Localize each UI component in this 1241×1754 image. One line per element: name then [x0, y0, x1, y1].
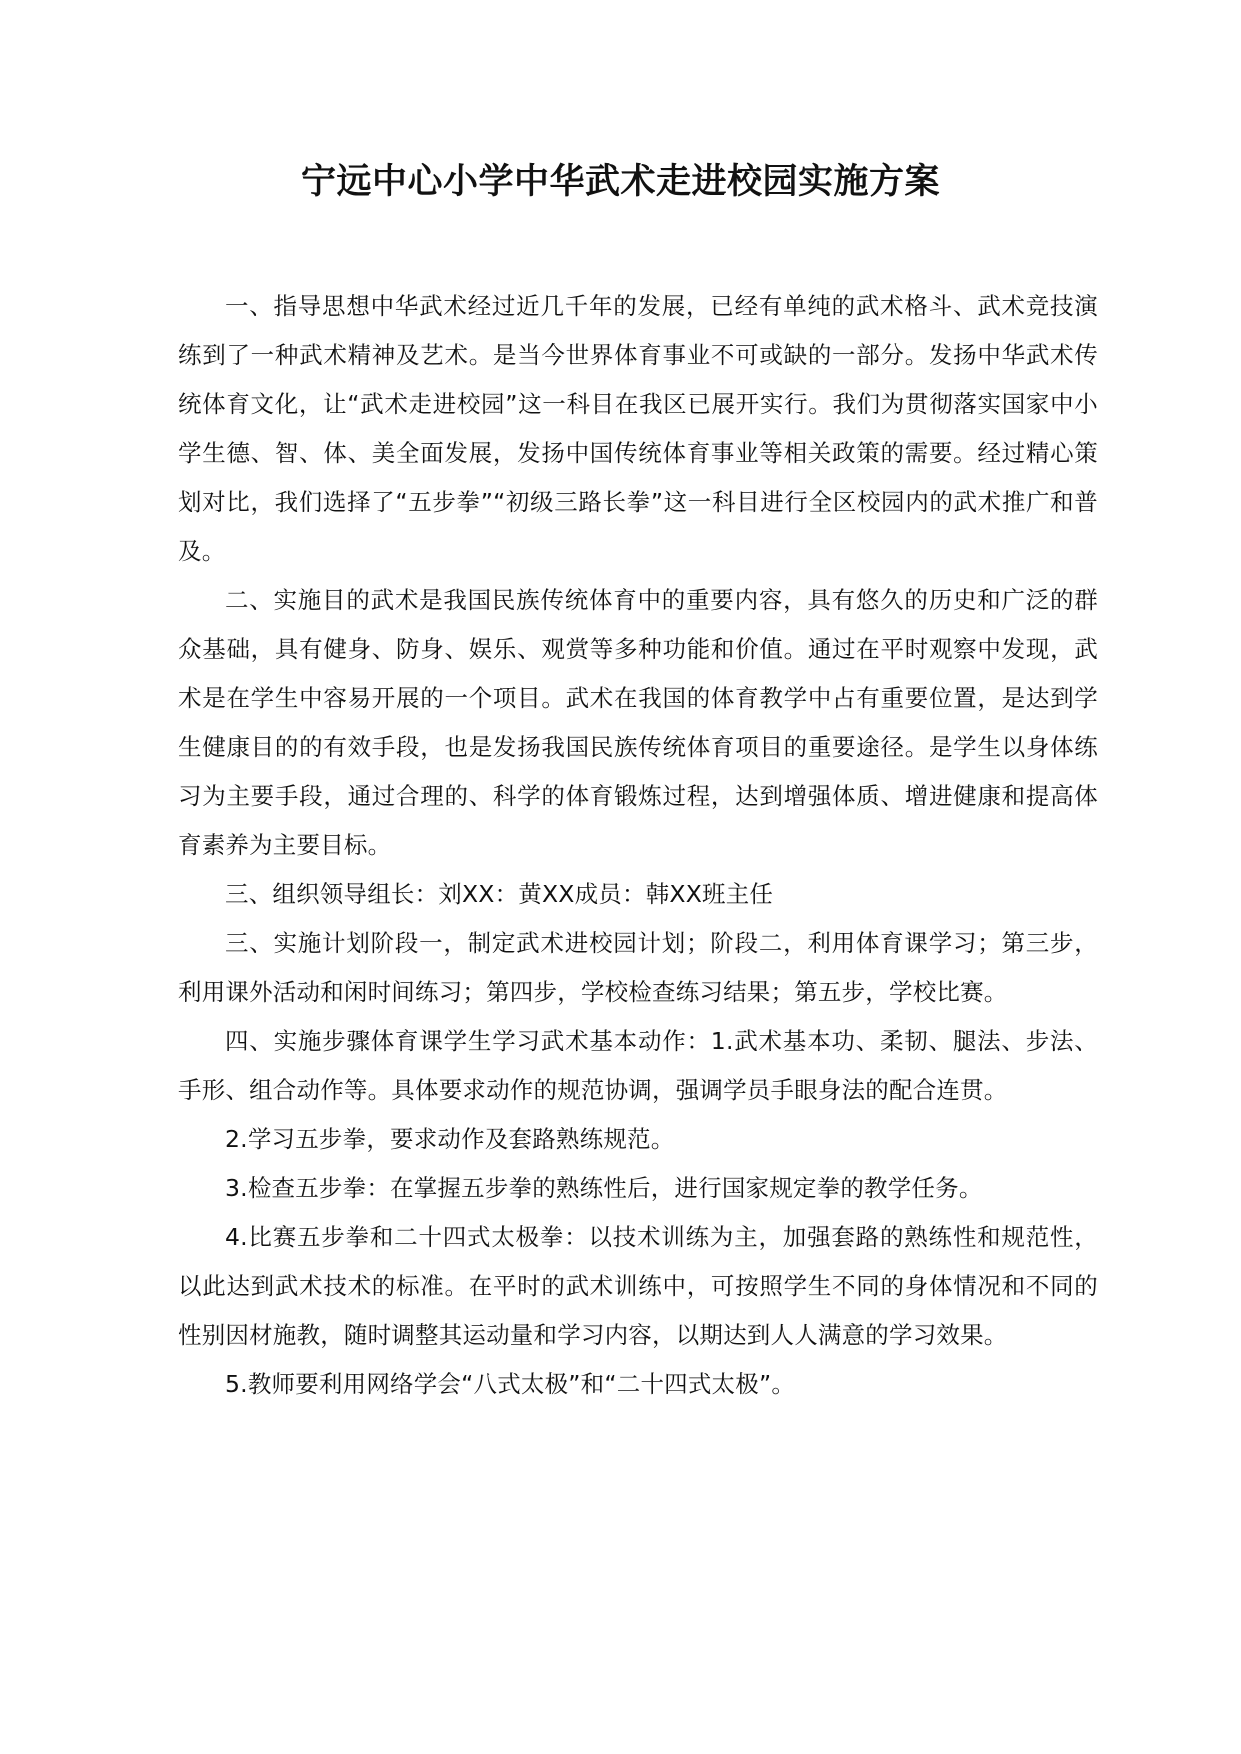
paragraph-step-2: 2.学习五步拳，要求动作及套路熟练规范。	[225, 1125, 675, 1153]
paragraph-plan: 三、实施计划阶段一，制定武术进校园计划；阶段二，利用体育课学习；第三步，利用课外活动和闲时间练习；第四步，学校检查练习结果；第五步，学校比赛。	[178, 929, 1098, 1006]
paragraph-step-3: 3.检查五步拳：在掌握五步拳的熟练性后，进行国家规定拳的教学任务。	[225, 1174, 983, 1202]
paragraph-step-4: 4.比赛五步拳和二十四式太极拳：以技术训练为主，加强套路的熟练性和规范性，以此达到武术技术的标准。在平时的武术训练中，可按照学生不同的身体情况和不同的性别因材施教，随时调整其运动量和学习内容，以期达到人人满意的学习效果。	[178, 1223, 1098, 1349]
document-title: 宁远中心小学中华武术走进校园实施方案	[300, 162, 940, 202]
document-body	[178, 282, 1098, 1409]
paragraph-step-5: 5.教师要利用网络学会“八式太极”和“二十四式太极”。	[225, 1370, 796, 1398]
paragraph-guiding-ideology: 一、指导思想中华武术经过近几千年的发展，已经有单纯的武术格斗、武术竞技演练到了一种武术精神及艺术。是当今世界体育事业不可或缺的一部分。发扬中华武术传统体育文化，让“武术走进校园”这一科目在我区已展开实行。我们为贯彻落实国家中小学生德、智、体、美全面发展，发扬中国传统体育事业等相关政策的需要。经过精心策划对比，我们选择了“五步拳”“初级三路长拳”这一科目进行全区校园内的武术推广和普及。	[178, 292, 1098, 565]
paragraph-leadership: 三、组织领导组长：刘XX：黄XX成员：韩XX班主任	[225, 880, 774, 908]
paragraph-purpose: 二、实施目的武术是我国民族传统体育中的重要内容，具有悠久的历史和广泛的群众基础，具有健身、防身、娱乐、观赏等多种功能和价值。通过在平时观察中发现，武术是在学生中容易开展的一个项目。武术在我国的体育教学中占有重要位置，是达到学生健康目的的有效手段，也是发扬我国民族传统体育项目的重要途径。是学生以身体练习为主要手段，通过合理的、科学的体育锻炼过程，达到增强体质、增进健康和提高体育素养为主要目标。	[178, 586, 1098, 859]
paragraph-steps: 四、实施步骤体育课学生学习武术基本动作：1.武术基本功、柔韧、腿法、步法、手形、组合动作等。具体要求动作的规范协调，强调学员手眼身法的配合连贯。	[178, 1027, 1098, 1104]
